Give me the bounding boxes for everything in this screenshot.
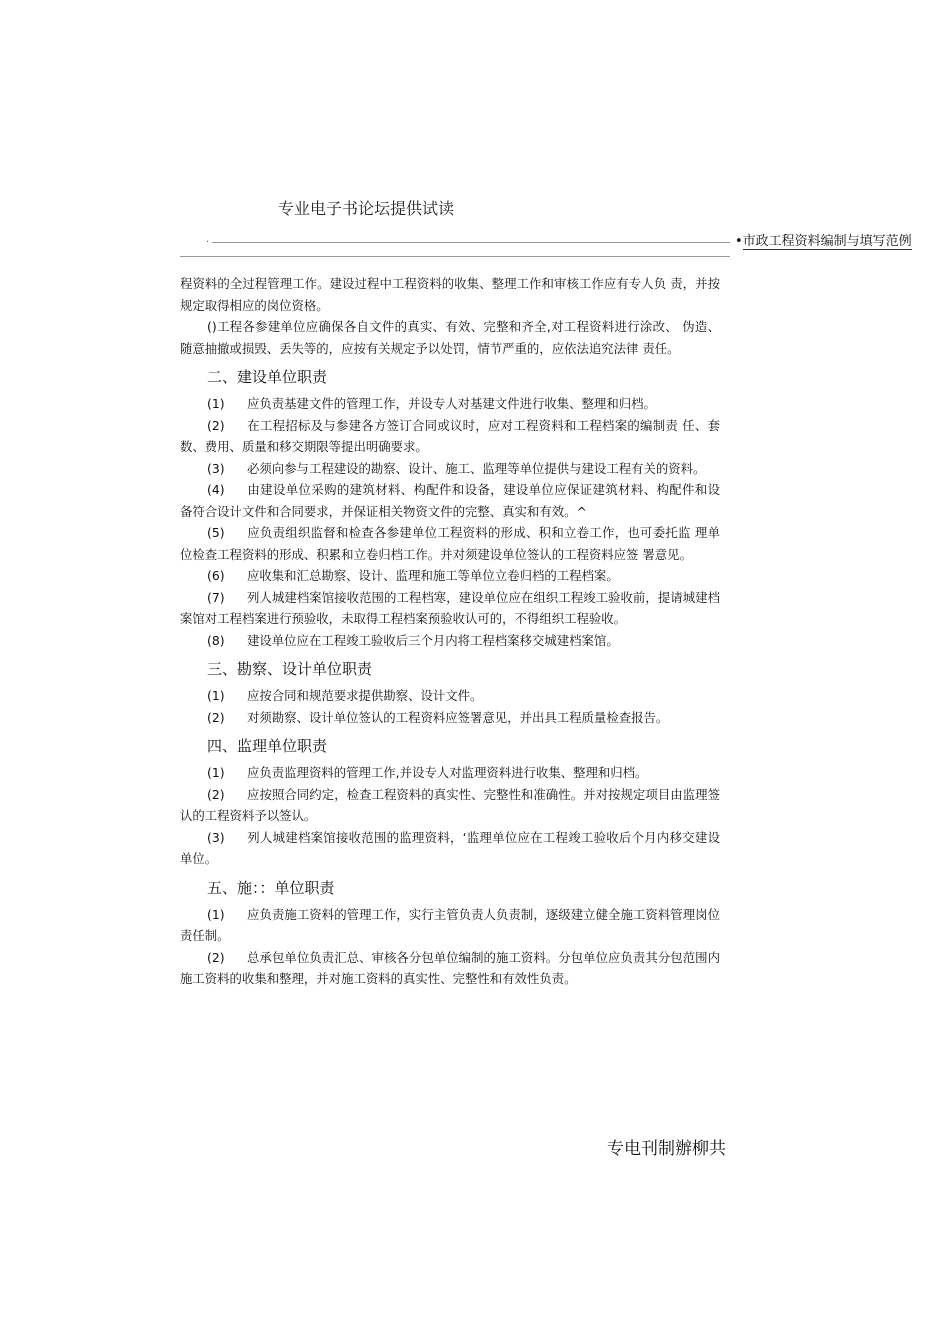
list-item	[180, 707, 720, 729]
list-item	[180, 522, 720, 565]
item-number: (2)	[207, 949, 225, 965]
item-number: (1)	[207, 396, 225, 411]
section-heading: 三、勘察、设计单位职责	[207, 660, 373, 678]
list-item	[180, 630, 720, 652]
header-rule	[212, 242, 730, 243]
list-item	[180, 415, 720, 458]
item-number: (1)	[207, 765, 225, 780]
item-number: (7)	[207, 589, 225, 605]
header-title: 市政工程资料编制与填写范例	[742, 234, 912, 249]
list-item	[180, 458, 720, 480]
running-header	[735, 230, 912, 249]
list-item	[180, 565, 720, 587]
list-item	[180, 827, 720, 870]
section-heading: 二、建设单位职责	[207, 368, 328, 386]
item-text: 对须勘察、设计单位签认的工程资料应签署意见，并出具工程质量检查报告。	[247, 709, 669, 725]
list-item	[180, 784, 720, 827]
list-item	[180, 587, 720, 630]
item-number: (2)	[207, 417, 225, 433]
item-text: 列人城建档案馆接收范围的监理资料，‘监理单位应在工程竣工验收后个月内移交建设单位。	[180, 829, 720, 866]
item-number: (2)	[207, 786, 225, 802]
item-number: (4)	[207, 482, 225, 497]
section-heading: 五、施：：单位职责	[207, 878, 335, 897]
item-text: 建设单位应在工程竣工验收后三个月内将工程档案移交城建档案馆。	[247, 632, 619, 648]
item-text: 应负责监理资料的管理工作,并设专人对监理资料进行收集、整理和归档。	[247, 765, 648, 780]
item-text: 总承包单位负责汇总、审核各分包单位编制的施工资料。分包单位应负责其分包范围内施工资料的收集和整理，并对施工资料的真实性、完整性和有效性负责。	[180, 949, 720, 986]
watermark-top: 专业电子书论坛提供试读	[278, 199, 455, 218]
item-text: 列人城建档案馆接收范围的工程档寒，建设单位应在组织工程竣工验收前，提请城建档案馆对工程档案进行预验收，未取得工程档案预验收认可的，不得组织工程验收。	[180, 589, 720, 626]
section-heading: 四、监理单位职责	[207, 737, 328, 755]
list-item	[180, 685, 720, 707]
list-item	[180, 393, 720, 415]
item-number: (3)	[207, 829, 225, 845]
header-rule-lower	[180, 256, 730, 257]
item-text: 应负责基建文件的管理工作，并设专人对基建文件进行收集、整理和归档。	[247, 396, 656, 411]
list-item	[180, 479, 720, 522]
item-text: 应按合同和规范要求提供勘察、设计文件。	[247, 688, 483, 703]
item-number: (5)	[207, 525, 225, 540]
item-text: 应负责组织监督和检查各参建单位工程资料的形成、积和立卷工作，也可委托监 理单位检查工程资料的形成、积累和立卷归档工作。并对须建设单位签认的工程资料应签 署意见。	[180, 525, 720, 562]
intro-paragraph: 程资料的全过程管理工作。建设过程中工程资料的收集、整理工作和审核工作应有专人负 责，并按规定取得相应的岗位资格。	[180, 276, 720, 313]
header-bullet: •	[735, 234, 743, 249]
item-number: (1)	[207, 688, 225, 703]
item-text: 在工程招标及与参建各方签订合同或议时，应对工程资料和工程档案的编制责 任、套数、费用、质量和移交期限等提出明确要求。	[180, 417, 720, 454]
page-body	[180, 273, 720, 990]
item-number: (1)	[207, 906, 225, 922]
list-item	[180, 947, 720, 990]
item-number: (6)	[207, 568, 225, 583]
list-item	[180, 762, 720, 784]
item-text: 必须向参与工程建设的勘察、设计、施工、监理等单位提供与建设工程有关的资料。	[247, 460, 706, 476]
list-item	[180, 904, 720, 947]
item-number: (2)	[207, 709, 225, 725]
item-number: (8)	[207, 632, 225, 648]
intro-paragraph: ()工程各参建单位应确保各自文件的真实、有效、完整和齐全,对工程资料进行涂改、 伪造、随意抽撤或损毁、丢失等的，应按有关规定予以处罚，情节严重的，应依法追究法律 责任。	[180, 319, 720, 356]
item-text: 应收集和汇总勘察、设计、监理和施工等单位立卷归档的工程档案。	[247, 568, 619, 583]
item-text: 应按照合同约定，检查工程资料的真实性、完整性和准确性。并对按规定项目由监理签认的工程资料予以签认。	[180, 786, 720, 823]
item-number: (3)	[207, 460, 225, 476]
header-dot: .	[206, 234, 210, 245]
watermark-bottom: 专电刊制辦柳共	[607, 1139, 726, 1159]
item-text: 应负责施工资料的管理工作，实行主管负责人负责制，逐级建立健全施工资料管理岗位责任制。	[180, 906, 720, 943]
item-text: 由建设单位采购的建筑材料、构配件和设备，建设单位应保证建筑材料、构配件和设 备符合设计文件和合同要求，并保证相关物资文件的完整、真实和有效。^	[180, 482, 720, 519]
